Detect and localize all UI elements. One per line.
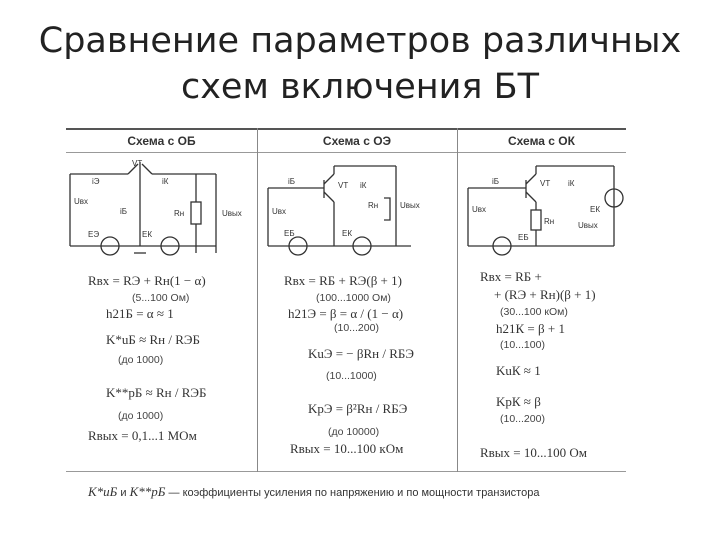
ok-rin-2: + (RЭ + Rн)(β + 1) — [494, 287, 596, 302]
circuit-common-base — [70, 162, 216, 255]
label-uin-3: Uвх — [472, 205, 487, 214]
ob-rin-range: (5...100 Ом) — [132, 292, 190, 304]
footnote-and: и — [120, 487, 127, 499]
header-rule — [66, 152, 626, 153]
oe-rin: Rвх = RБ + RЭ(β + 1) — [284, 273, 402, 288]
label-rn-3: Rн — [544, 217, 555, 226]
ob-h21: h21Б = α ≈ 1 — [106, 306, 174, 321]
label-eb-2: EБ — [284, 229, 295, 238]
label-vt-1: VT — [132, 159, 143, 168]
label-ek-3: EК — [590, 205, 600, 214]
ok-kp-range: (10...200) — [500, 413, 545, 425]
label-ik-3: iК — [568, 179, 575, 188]
circuit-diagrams — [66, 158, 626, 268]
oe-kp-range: (до 10000) — [328, 426, 380, 438]
ok-rout: Rвых = 10...100 Ом — [480, 445, 587, 460]
ob-ku: K*uБ ≈ Rн / RЭБ — [106, 332, 200, 347]
label-ib-2: iБ — [288, 177, 296, 186]
label-eb-3: EБ — [518, 233, 529, 242]
ob-kp-note: (до 1000) — [118, 410, 164, 422]
ok-kp: KpК ≈ β — [496, 394, 541, 409]
ok-rin-range: (30...100 кОм) — [500, 306, 568, 318]
header-common-base: Схема с ОБ — [127, 134, 196, 148]
ob-rin: Rвх = RЭ + Rн(1 − α) — [88, 273, 206, 288]
ob-ku-note: (до 1000) — [118, 354, 164, 366]
ok-ku: KuК ≈ 1 — [496, 363, 541, 378]
ok-h21: h21К = β + 1 — [496, 321, 565, 336]
label-uin-1: Uвх — [74, 197, 89, 206]
ob-rout: Rвых = 0,1...1 МОм — [88, 428, 197, 443]
ok-rin-1: Rвх = RБ + — [480, 269, 542, 284]
table-top-rule — [66, 128, 626, 130]
label-uout-2: Uвых — [400, 201, 420, 210]
oe-ku-range: (10...1000) — [326, 370, 377, 382]
ob-kp: K**pБ ≈ Rн / RЭБ — [106, 385, 207, 400]
table-bottom-rule — [66, 471, 626, 472]
label-ek-1: EК — [142, 230, 152, 239]
header-common-collector: Схема с ОК — [508, 134, 575, 148]
oe-rin-range: (100...1000 Ом) — [316, 292, 391, 304]
label-ik-2: iК — [360, 181, 367, 190]
label-ib-3: iБ — [492, 177, 500, 186]
label-ie: iЭ — [92, 177, 100, 186]
slide-title — [0, 18, 720, 110]
label-uout-3: Uвых — [578, 221, 598, 230]
label-rn-2: Rн — [368, 201, 379, 210]
comparison-table — [66, 128, 626, 472]
oe-rout: Rвых = 10...100 кОм — [290, 441, 404, 456]
label-ik-1: iК — [162, 177, 169, 186]
footnote-text: — коэффициенты усиления по напряжению и по мощности транзистора — [168, 487, 540, 499]
ok-h21-range: (10...100) — [500, 339, 545, 351]
oe-h21-range: (10...200) — [334, 322, 379, 334]
label-uin-2: Uвх — [272, 207, 287, 216]
label-vt-3: VT — [540, 179, 551, 188]
title-line-2: схем включения БТ — [180, 67, 540, 107]
footnote-symbol-kp: K**pБ — [129, 484, 166, 499]
label-ee: EЭ — [88, 230, 100, 239]
footnote-symbol-ku: K*uБ — [88, 484, 118, 499]
label-uout-1: Uвых — [222, 209, 242, 218]
footnote — [88, 484, 539, 500]
oe-ku: KuЭ = − βRн / RБЭ — [308, 346, 414, 361]
oe-kp: KpЭ = β²Rн / RБЭ — [308, 401, 408, 416]
label-rn-1: Rн — [174, 209, 185, 218]
oe-h21: h21Э = β = α / (1 − α) — [288, 306, 404, 321]
header-common-emitter: Схема с ОЭ — [322, 134, 392, 148]
title-line-1: Сравнение параметров различных — [38, 21, 682, 61]
label-ek-2: EК — [342, 229, 352, 238]
label-vt-2: VT — [338, 181, 349, 190]
label-ib-1: iБ — [120, 207, 128, 216]
